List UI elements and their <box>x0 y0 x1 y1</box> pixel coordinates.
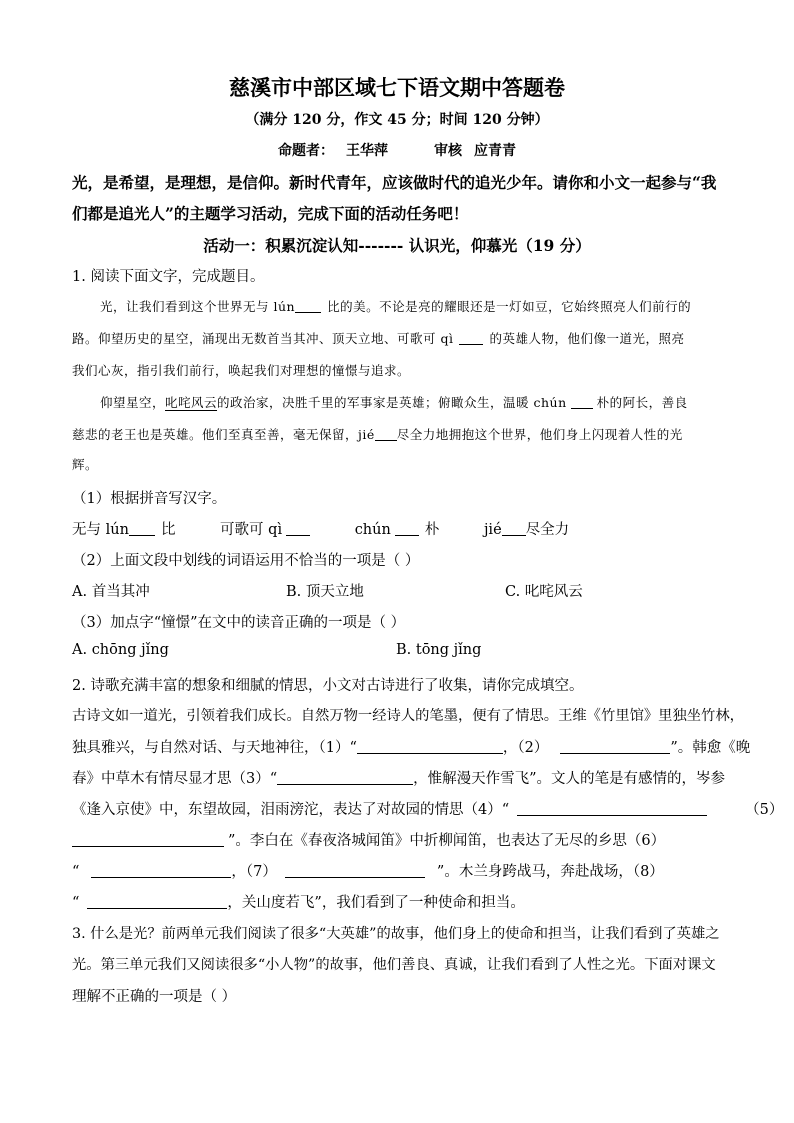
answer-qi[interactable] <box>286 521 310 536</box>
q1-sub3-option-b[interactable]: B. tōng jǐng <box>396 642 482 658</box>
q1-stem: 1. 阅读下面文字，完成题目。 <box>72 269 265 285</box>
q2-line-3: 春》中草木有情尽显才思（3）“ ，惟解漫天作雪飞”。文人的笔是有感情的，岑参 <box>72 771 726 787</box>
q2-line-5: ”。李白在《春夜洛城闻笛》中折柳闻笛，也表达了无尽的乡思（6） <box>72 829 665 850</box>
blank-qi[interactable] <box>459 330 483 345</box>
q2-line-2: 独具雅兴，与自然对话、与天地神往，（1）“ ，（2） ”。韩愈《晚 <box>72 740 751 756</box>
passage-line-4: 仰望星空，叱咤风云的政治家，决胜千里的军事家是英雄；俯瞰众生，温暖 chún 朴的阿长，善良 <box>100 395 688 410</box>
author-name: 王华萍 <box>346 143 388 159</box>
q2-line-6: “ ，（7） ”。木兰身跨战马，奔赴战场，（8） <box>72 864 664 880</box>
q1-sub2-stem: （2）上面文段中划线的词语运用不恰当的一项是（ ） <box>72 553 420 569</box>
poem-blank-4[interactable] <box>517 801 707 816</box>
q3-line-3: 理解不正确的一项是（ ） <box>72 989 237 1005</box>
answer-jie[interactable] <box>502 521 526 536</box>
activity-1-heading: 活动一：积累沉淀认知------- 认识光，仰慕光（19 分） <box>203 236 591 255</box>
passage-line-3: 我们心灰，指引我们前行，唤起我们对理想的憧憬与追求。 <box>72 363 411 378</box>
underlined-phrase: 叱咤风云 <box>165 395 218 410</box>
reviewer-name: 应青青 <box>474 143 516 159</box>
q1-sub3-stem: （3）加点字“憧憬”在文中的读音正确的一项是（ ） <box>72 615 406 631</box>
q3-line-2: 光。第三单元我们又阅读很多“小人物”的故事，他们善良、真诚，让我们看到了人性之光。下面对课文 <box>72 957 716 973</box>
poem-blank-7[interactable] <box>285 863 425 878</box>
poem-blank-1[interactable] <box>357 739 503 754</box>
q2-stem: 2. 诗歌充满丰富的想象和细腻的情思，小文对古诗进行了收集，请你完成填空。 <box>72 678 584 694</box>
intro-line-2: 们都是追光人”的主题学习活动，完成下面的活动任务吧！ <box>72 204 469 223</box>
blank-lun[interactable] <box>295 298 321 313</box>
blank-chun[interactable] <box>571 394 593 409</box>
q2-line-4: 《逢入京使》中，东望故园，泪雨滂沱，表达了对故园的情思（4）“ （5） <box>72 802 784 818</box>
q1-sub3-option-a[interactable]: A. chōng jǐng <box>72 642 169 658</box>
blank-jie[interactable] <box>375 426 397 441</box>
passage-line-2: 路。仰望历史的星空，涌现出无数首当其冲、顶天立地、可歌可 qì 的英雄人物，他们像一道光，照亮 <box>72 331 685 346</box>
q1-sub2-option-c[interactable]: C. 叱咤风云 <box>505 584 583 600</box>
passage-line-6: 辉。 <box>72 457 99 472</box>
review-label: 审核 <box>434 143 462 159</box>
pinyin-row: 无与 lún 比 可歌可 qì chún 朴 jié 尽全力 <box>72 522 570 538</box>
passage-line-1: 光，让我们看到这个世界无与 lún 比的美。不论是亮的耀眼还是一灯如豆，它始终照亮人们前行的 <box>100 299 692 314</box>
passage-line-5: 慈悲的老王也是英雄。他们至真至善，毫无保留，jié 尽全力地拥抱这个世界，他们身上闪现着人性的光 <box>72 427 683 442</box>
poem-blank-2[interactable] <box>560 739 670 754</box>
author-label: 命题者： <box>278 143 334 159</box>
poem-blank-8[interactable] <box>87 894 227 909</box>
page-subtitle: （满分 120 分，作文 45 分；时间 120 分钟） <box>245 112 549 128</box>
q1-sub2-option-b[interactable]: B. 顶天立地 <box>286 584 364 600</box>
poem-blank-5[interactable] <box>72 832 224 847</box>
q2-line-7: “ ，关山度若飞”，我们看到了一种使命和担当。 <box>72 895 525 911</box>
page-title: 慈溪市中部区域七下语文期中答题卷 <box>229 75 565 100</box>
q3-line-1: 3. 什么是光？前两单元我们阅读了很多“大英雄”的故事，他们身上的使命和担当，让我们看到了英雄之 <box>72 926 720 942</box>
intro-line-1: 光，是希望，是理想，是信仰。新时代青年，应该做时代的追光少年。请你和小文一起参与“我 <box>72 173 717 192</box>
q1-sub1-stem: （1）根据拼音写汉字。 <box>72 491 227 507</box>
authors-line <box>0 140 794 160</box>
answer-lun[interactable] <box>129 521 155 536</box>
poem-blank-6[interactable] <box>91 863 231 878</box>
q2-line-1: 古诗文如一道光，引领着我们成长。自然万物一经诗人的笔墨，便有了情思。王维《竹里馆》里独坐竹林， <box>72 708 744 724</box>
q1-sub2-option-a[interactable]: A. 首当其冲 <box>72 584 150 600</box>
poem-blank-3[interactable] <box>277 770 413 785</box>
answer-chun[interactable] <box>395 521 419 536</box>
